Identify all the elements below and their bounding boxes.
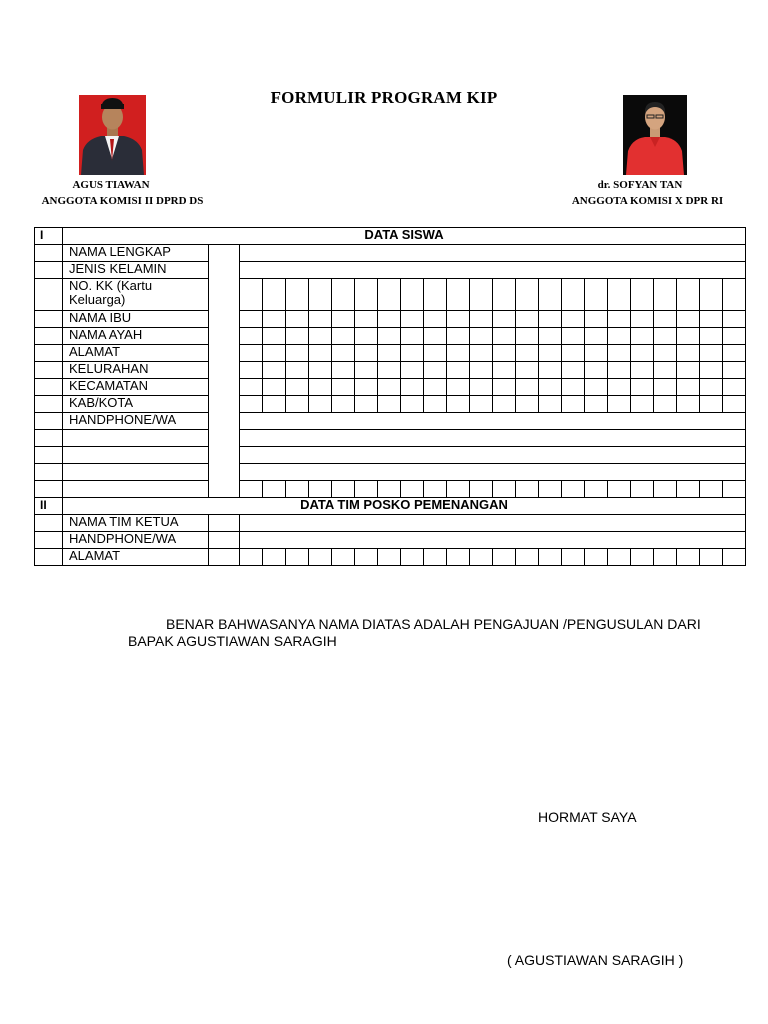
char-box[interactable] xyxy=(516,311,539,328)
input-box[interactable] xyxy=(240,447,746,464)
table-row xyxy=(35,549,746,566)
char-box[interactable] xyxy=(332,396,355,413)
char-box[interactable] xyxy=(286,481,309,498)
char-box[interactable] xyxy=(677,481,700,498)
char-box[interactable] xyxy=(470,362,493,379)
row-number-cell xyxy=(35,262,63,279)
char-box[interactable] xyxy=(585,328,608,345)
char-box[interactable] xyxy=(263,362,286,379)
char-box[interactable] xyxy=(447,311,470,328)
char-box[interactable] xyxy=(562,396,585,413)
table-row xyxy=(35,328,746,345)
char-box[interactable] xyxy=(608,279,631,311)
char-box[interactable] xyxy=(424,328,447,345)
char-box[interactable] xyxy=(263,328,286,345)
char-box[interactable] xyxy=(378,328,401,345)
char-box[interactable] xyxy=(585,396,608,413)
char-box[interactable] xyxy=(309,345,332,362)
separator-cell xyxy=(209,430,240,447)
input-box[interactable] xyxy=(240,245,746,262)
char-box[interactable] xyxy=(677,279,700,311)
char-box[interactable] xyxy=(470,328,493,345)
char-box[interactable] xyxy=(470,481,493,498)
char-box[interactable] xyxy=(286,396,309,413)
char-box[interactable] xyxy=(470,549,493,566)
char-box[interactable] xyxy=(470,379,493,396)
row-number-cell xyxy=(35,464,63,481)
separator-cell xyxy=(209,262,240,279)
photo-agus-tiawan xyxy=(79,95,146,175)
char-box[interactable] xyxy=(608,396,631,413)
row-number-cell xyxy=(35,515,63,532)
char-box[interactable] xyxy=(677,328,700,345)
char-box[interactable] xyxy=(539,549,562,566)
char-box[interactable] xyxy=(700,328,723,345)
char-box[interactable] xyxy=(424,362,447,379)
char-box[interactable] xyxy=(631,396,654,413)
char-box[interactable] xyxy=(677,379,700,396)
char-box[interactable] xyxy=(700,396,723,413)
char-box[interactable] xyxy=(700,379,723,396)
char-box[interactable] xyxy=(286,345,309,362)
field-label xyxy=(63,430,209,447)
char-box[interactable] xyxy=(401,396,424,413)
char-box[interactable] xyxy=(631,279,654,311)
char-box[interactable] xyxy=(332,311,355,328)
separator-cell xyxy=(209,379,240,396)
field-label: ALAMAT xyxy=(63,345,209,362)
row-number-cell xyxy=(35,279,63,311)
char-box[interactable] xyxy=(286,311,309,328)
row-number-cell xyxy=(35,379,63,396)
char-box[interactable] xyxy=(424,549,447,566)
char-box[interactable] xyxy=(608,549,631,566)
char-box[interactable] xyxy=(355,379,378,396)
table-row xyxy=(35,413,746,430)
char-box[interactable] xyxy=(677,345,700,362)
char-box[interactable] xyxy=(585,345,608,362)
separator-cell xyxy=(209,464,240,481)
char-box[interactable] xyxy=(447,279,470,311)
row-number-cell xyxy=(35,447,63,464)
char-box[interactable] xyxy=(355,345,378,362)
form-table xyxy=(34,227,746,566)
char-box[interactable] xyxy=(562,362,585,379)
char-box[interactable] xyxy=(608,311,631,328)
char-box[interactable] xyxy=(493,311,516,328)
char-box[interactable] xyxy=(309,311,332,328)
char-box[interactable] xyxy=(677,362,700,379)
char-box[interactable] xyxy=(332,362,355,379)
char-box[interactable] xyxy=(631,345,654,362)
char-box[interactable] xyxy=(539,396,562,413)
char-box[interactable] xyxy=(263,279,286,311)
separator-cell xyxy=(209,515,240,532)
right-official-name: dr. SOFYAN TAN xyxy=(597,179,683,191)
char-box[interactable] xyxy=(378,362,401,379)
char-box[interactable] xyxy=(539,345,562,362)
table-row xyxy=(35,532,746,549)
field-label: KAB/KOTA xyxy=(63,396,209,413)
row-number-cell xyxy=(35,311,63,328)
char-box[interactable] xyxy=(608,379,631,396)
char-box[interactable] xyxy=(585,279,608,311)
char-box[interactable] xyxy=(424,396,447,413)
char-box[interactable] xyxy=(378,311,401,328)
char-box[interactable] xyxy=(585,362,608,379)
char-box[interactable] xyxy=(240,311,263,328)
char-box[interactable] xyxy=(447,549,470,566)
table-row xyxy=(35,481,746,498)
char-box[interactable] xyxy=(332,345,355,362)
char-box[interactable] xyxy=(447,345,470,362)
char-box[interactable] xyxy=(562,549,585,566)
char-box[interactable] xyxy=(309,279,332,311)
char-box[interactable] xyxy=(263,311,286,328)
char-box[interactable] xyxy=(677,311,700,328)
char-box[interactable] xyxy=(424,345,447,362)
char-box[interactable] xyxy=(470,345,493,362)
table-row xyxy=(35,345,746,362)
char-box[interactable] xyxy=(263,379,286,396)
form-title: FORMULIR PROGRAM KIP xyxy=(270,88,498,107)
char-box[interactable] xyxy=(562,328,585,345)
char-box[interactable] xyxy=(493,362,516,379)
char-box[interactable] xyxy=(516,379,539,396)
table-row xyxy=(35,430,746,447)
char-box[interactable] xyxy=(355,311,378,328)
char-box[interactable] xyxy=(562,481,585,498)
char-box[interactable] xyxy=(723,311,746,328)
char-box[interactable] xyxy=(631,481,654,498)
char-box[interactable] xyxy=(447,481,470,498)
row-number-cell xyxy=(35,396,63,413)
char-box[interactable] xyxy=(723,328,746,345)
char-box[interactable] xyxy=(309,362,332,379)
char-box[interactable] xyxy=(240,328,263,345)
char-box[interactable] xyxy=(401,481,424,498)
char-box[interactable] xyxy=(470,311,493,328)
char-box[interactable] xyxy=(240,549,263,566)
char-box[interactable] xyxy=(309,396,332,413)
char-box[interactable] xyxy=(723,279,746,311)
char-box[interactable] xyxy=(516,396,539,413)
char-box[interactable] xyxy=(562,345,585,362)
char-box[interactable] xyxy=(493,481,516,498)
char-box[interactable] xyxy=(355,396,378,413)
field-label: JENIS KELAMIN xyxy=(63,262,209,279)
field-label: KECAMATAN xyxy=(63,379,209,396)
char-box[interactable] xyxy=(240,345,263,362)
char-box[interactable] xyxy=(516,549,539,566)
left-official-role: ANGGOTA KOMISI II DPRD DS xyxy=(41,195,204,207)
table-row xyxy=(35,515,746,532)
char-box[interactable] xyxy=(378,279,401,311)
separator-cell xyxy=(209,532,240,549)
char-box[interactable] xyxy=(263,396,286,413)
char-box[interactable] xyxy=(516,328,539,345)
table-row xyxy=(35,362,746,379)
section-header-data-tim-posko xyxy=(35,498,746,515)
char-box[interactable] xyxy=(470,396,493,413)
field-label: NO. KK (Kartu Keluarga) xyxy=(63,279,209,311)
char-box[interactable] xyxy=(401,345,424,362)
char-box[interactable] xyxy=(401,328,424,345)
field-label: HANDPHONE/WA xyxy=(63,413,209,430)
char-box[interactable] xyxy=(539,279,562,311)
table-row xyxy=(35,262,746,279)
char-box[interactable] xyxy=(723,362,746,379)
char-box[interactable] xyxy=(332,279,355,311)
char-box[interactable] xyxy=(700,279,723,311)
char-box[interactable] xyxy=(447,362,470,379)
char-box[interactable] xyxy=(447,379,470,396)
char-box[interactable] xyxy=(631,379,654,396)
row-number-cell xyxy=(35,481,63,498)
char-box[interactable] xyxy=(378,345,401,362)
input-box[interactable] xyxy=(240,262,746,279)
char-box[interactable] xyxy=(723,549,746,566)
char-box[interactable] xyxy=(585,481,608,498)
char-box[interactable] xyxy=(355,481,378,498)
char-box[interactable] xyxy=(631,549,654,566)
char-box[interactable] xyxy=(539,328,562,345)
char-box[interactable] xyxy=(516,481,539,498)
char-box[interactable] xyxy=(309,328,332,345)
char-box[interactable] xyxy=(539,362,562,379)
char-box[interactable] xyxy=(562,279,585,311)
char-box[interactable] xyxy=(286,362,309,379)
char-box[interactable] xyxy=(378,396,401,413)
char-box[interactable] xyxy=(608,362,631,379)
char-box[interactable] xyxy=(424,481,447,498)
char-box[interactable] xyxy=(355,328,378,345)
separator-cell xyxy=(209,447,240,464)
section-number: II xyxy=(35,498,63,515)
char-box[interactable] xyxy=(654,379,677,396)
char-box[interactable] xyxy=(631,362,654,379)
char-box[interactable] xyxy=(286,379,309,396)
char-box[interactable] xyxy=(263,481,286,498)
char-box[interactable] xyxy=(401,549,424,566)
field-label: HANDPHONE/WA xyxy=(63,532,209,549)
char-box[interactable] xyxy=(401,311,424,328)
char-box[interactable] xyxy=(539,311,562,328)
char-box[interactable] xyxy=(654,549,677,566)
char-box[interactable] xyxy=(654,279,677,311)
char-box[interactable] xyxy=(654,362,677,379)
char-box[interactable] xyxy=(263,345,286,362)
char-box[interactable] xyxy=(700,345,723,362)
table-row xyxy=(35,464,746,481)
separator-cell xyxy=(209,311,240,328)
char-box[interactable] xyxy=(608,328,631,345)
char-box[interactable] xyxy=(631,328,654,345)
char-box[interactable] xyxy=(424,279,447,311)
char-box[interactable] xyxy=(608,345,631,362)
char-box[interactable] xyxy=(240,362,263,379)
char-box[interactable] xyxy=(654,345,677,362)
char-box[interactable] xyxy=(493,396,516,413)
field-label: NAMA LENGKAP xyxy=(63,245,209,262)
closing-text: HORMAT SAYA xyxy=(538,809,637,825)
left-official-name: AGUS TIAWAN xyxy=(72,179,150,191)
section-header-data-siswa xyxy=(35,228,746,245)
char-box[interactable] xyxy=(562,311,585,328)
char-box[interactable] xyxy=(378,549,401,566)
row-number-cell xyxy=(35,345,63,362)
char-box[interactable] xyxy=(286,279,309,311)
char-box[interactable] xyxy=(240,279,263,311)
table-row xyxy=(35,379,746,396)
separator-cell xyxy=(209,396,240,413)
char-box[interactable] xyxy=(723,345,746,362)
char-box[interactable] xyxy=(332,481,355,498)
section-title: DATA TIM POSKO PEMENANGAN xyxy=(63,498,746,515)
char-box[interactable] xyxy=(401,279,424,311)
char-box[interactable] xyxy=(516,345,539,362)
field-label: NAMA TIM KETUA xyxy=(63,515,209,532)
input-box[interactable] xyxy=(240,464,746,481)
separator-cell xyxy=(209,245,240,262)
char-box[interactable] xyxy=(723,396,746,413)
signatory-name: ( AGUSTIAWAN SARAGIH ) xyxy=(507,952,684,968)
char-box[interactable] xyxy=(700,549,723,566)
char-box[interactable] xyxy=(700,311,723,328)
table-row xyxy=(35,311,746,328)
char-box[interactable] xyxy=(539,481,562,498)
row-number-cell xyxy=(35,413,63,430)
table-row xyxy=(35,396,746,413)
separator-cell xyxy=(209,328,240,345)
input-box[interactable] xyxy=(240,515,746,532)
char-box[interactable] xyxy=(447,396,470,413)
char-box[interactable] xyxy=(493,328,516,345)
statement-line-2: BAPAK AGUSTIAWAN SARAGIH xyxy=(128,633,337,649)
row-number-cell xyxy=(35,430,63,447)
char-box[interactable] xyxy=(654,481,677,498)
separator-cell xyxy=(209,413,240,430)
char-box[interactable] xyxy=(286,549,309,566)
char-box[interactable] xyxy=(723,481,746,498)
char-box[interactable] xyxy=(677,549,700,566)
row-number-cell xyxy=(35,245,63,262)
section-title: DATA SISWA xyxy=(63,228,746,245)
field-label xyxy=(63,447,209,464)
char-box[interactable] xyxy=(240,396,263,413)
separator-cell xyxy=(209,345,240,362)
separator-cell xyxy=(209,549,240,566)
char-box[interactable] xyxy=(378,481,401,498)
row-number-cell xyxy=(35,549,63,566)
photo-sofyan-tan xyxy=(623,95,687,175)
char-box[interactable] xyxy=(493,379,516,396)
char-box[interactable] xyxy=(516,279,539,311)
char-box[interactable] xyxy=(309,481,332,498)
char-box[interactable] xyxy=(493,549,516,566)
char-box[interactable] xyxy=(424,311,447,328)
char-box[interactable] xyxy=(240,481,263,498)
char-box[interactable] xyxy=(493,345,516,362)
char-box[interactable] xyxy=(585,311,608,328)
char-box[interactable] xyxy=(263,549,286,566)
field-label: NAMA IBU xyxy=(63,311,209,328)
char-box[interactable] xyxy=(240,379,263,396)
char-box[interactable] xyxy=(700,362,723,379)
char-box[interactable] xyxy=(654,328,677,345)
table-row xyxy=(35,279,746,311)
char-box[interactable] xyxy=(424,379,447,396)
char-box[interactable] xyxy=(562,379,585,396)
input-box[interactable] xyxy=(240,413,746,430)
row-number-cell xyxy=(35,532,63,549)
char-box[interactable] xyxy=(723,379,746,396)
input-box[interactable] xyxy=(240,532,746,549)
field-label xyxy=(63,481,209,498)
char-box[interactable] xyxy=(378,379,401,396)
char-box[interactable] xyxy=(355,279,378,311)
char-box[interactable] xyxy=(539,379,562,396)
separator-cell xyxy=(209,481,240,498)
row-number-cell xyxy=(35,328,63,345)
char-box[interactable] xyxy=(309,379,332,396)
char-box[interactable] xyxy=(309,549,332,566)
char-box[interactable] xyxy=(447,328,470,345)
char-box[interactable] xyxy=(332,549,355,566)
char-box[interactable] xyxy=(401,379,424,396)
char-box[interactable] xyxy=(516,362,539,379)
char-box[interactable] xyxy=(493,279,516,311)
field-label: KELURAHAN xyxy=(63,362,209,379)
table-row xyxy=(35,245,746,262)
field-label xyxy=(63,464,209,481)
char-box[interactable] xyxy=(355,362,378,379)
char-box[interactable] xyxy=(585,379,608,396)
char-box[interactable] xyxy=(677,396,700,413)
char-box[interactable] xyxy=(631,311,654,328)
statement-line-1: BENAR BAHWASANYA NAMA DIATAS ADALAH PENGAJUAN /PENGUSULAN DARI xyxy=(166,616,701,632)
char-box[interactable] xyxy=(355,549,378,566)
char-box[interactable] xyxy=(700,481,723,498)
char-box[interactable] xyxy=(332,379,355,396)
section-number: I xyxy=(35,228,63,245)
char-box[interactable] xyxy=(286,328,309,345)
separator-cell xyxy=(209,362,240,379)
char-box[interactable] xyxy=(332,328,355,345)
char-box[interactable] xyxy=(654,396,677,413)
separator-cell xyxy=(209,279,240,311)
row-number-cell xyxy=(35,362,63,379)
char-box[interactable] xyxy=(401,362,424,379)
right-official-role: ANGGOTA KOMISI X DPR RI xyxy=(571,195,724,207)
input-box[interactable] xyxy=(240,430,746,447)
table-row xyxy=(35,447,746,464)
char-box[interactable] xyxy=(608,481,631,498)
field-label: ALAMAT xyxy=(63,549,209,566)
char-box[interactable] xyxy=(585,549,608,566)
char-box[interactable] xyxy=(654,311,677,328)
field-label: NAMA AYAH xyxy=(63,328,209,345)
char-box[interactable] xyxy=(470,279,493,311)
